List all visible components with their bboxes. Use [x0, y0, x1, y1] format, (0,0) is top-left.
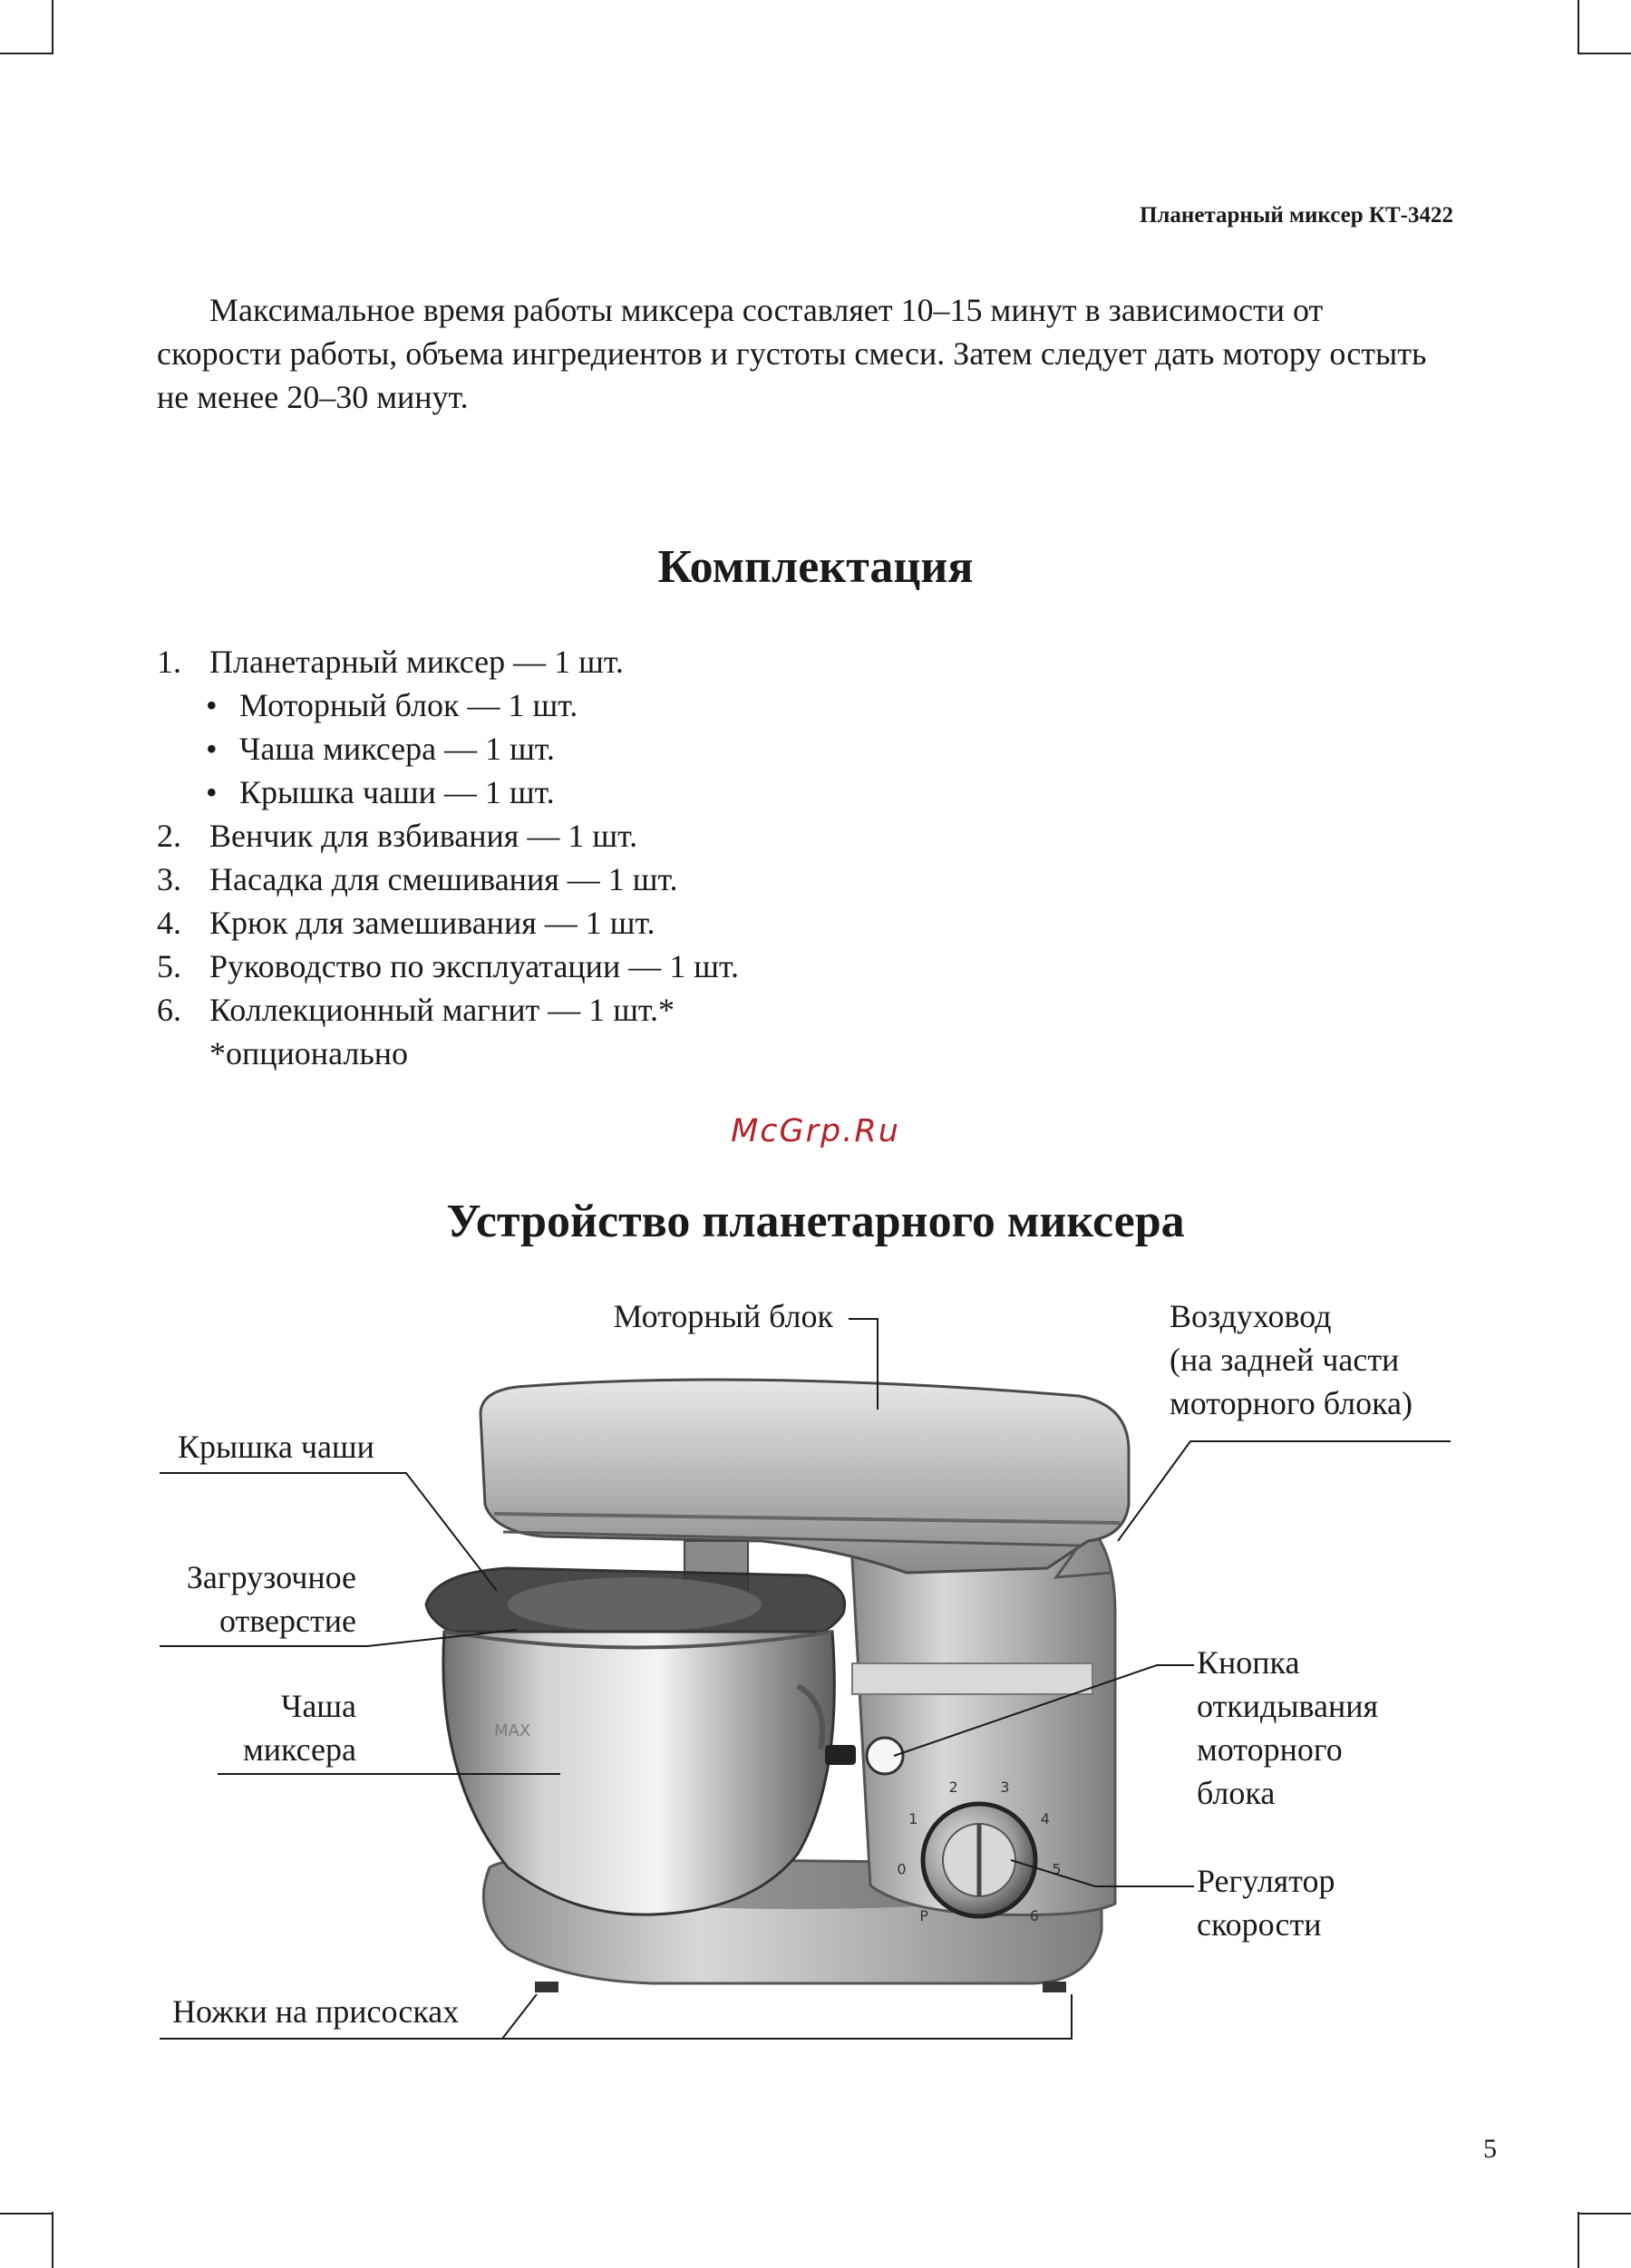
dial-mark: 0 [897, 1860, 907, 1878]
list-number: 3. [157, 861, 181, 897]
label-air-duct: Воздуховод (на задней части моторного блока) [1170, 1298, 1413, 1421]
label-loading-opening: Загрузочное отверстие [186, 1559, 356, 1639]
motor-head [481, 1380, 1129, 1577]
running-title: Планетарный миксер КТ-3422 [1139, 203, 1453, 228]
bullet-icon: • [206, 731, 218, 767]
list-number: 1. [157, 644, 181, 680]
dial-mark: P [919, 1906, 929, 1924]
tilt-button [867, 1738, 903, 1774]
sub-list-text: Моторный блок — 1 шт. [239, 687, 578, 723]
dial-mark: 1 [908, 1810, 918, 1828]
page-number: 5 [1483, 2134, 1497, 2164]
list-text: Коллекционный магнит — 1 шт.* [209, 992, 675, 1028]
label-bowl: Чаша миксера [242, 1688, 356, 1768]
speed-dial [923, 1804, 1035, 1916]
list-number: 4. [157, 905, 181, 941]
list-text: Руководство по эксплуатации — 1 шт. [209, 948, 739, 984]
dial-mark: 2 [948, 1778, 958, 1796]
list-number: 5. [157, 948, 181, 984]
label-suction-feet: Ножки на присосках [172, 1993, 460, 2030]
dial-mark: 3 [1000, 1778, 1010, 1796]
list-number: 6. [157, 992, 181, 1028]
sub-list-text: Крышка чаши — 1 шт. [239, 774, 555, 810]
label-motor-block: Моторный блок [613, 1298, 833, 1334]
bullet-icon: • [206, 774, 218, 810]
list-text: Планетарный миксер — 1 шт. [209, 644, 624, 680]
label-bowl-lid: Крышка чаши [178, 1429, 374, 1465]
bullet-icon: • [206, 687, 218, 723]
dial-mark: 4 [1040, 1810, 1050, 1828]
watermark: McGrp.Ru [731, 1113, 900, 1149]
leader-suction-feet-left [502, 1994, 537, 2039]
label-speed-regulator: Регулятор скорости [1197, 1863, 1335, 1943]
contents-heading: Комплектация [657, 541, 974, 593]
footnote-text: *опционально [209, 1035, 409, 1071]
list-text: Крюк для замешивания — 1 шт. [209, 905, 655, 941]
intro-paragraph: Максимальное время работы миксера составляет 10–15 минут в зависимости от скорости работы, объема ингредиентов и густоты смеси. Затем следует дать мотору остыть не менее 20–30 минут. [157, 292, 1427, 415]
device-heading: Устройство планетарного миксера [446, 1196, 1185, 1247]
list-text: Насадка для смешивания — 1 шт. [209, 861, 678, 897]
sub-list-text: Чаша миксера — 1 шт. [239, 731, 555, 767]
leader-air-duct [1118, 1441, 1451, 1541]
list-number: 2. [157, 818, 181, 854]
label-tilt-button: Кнопка откидывания моторного блока [1197, 1644, 1379, 1811]
dial-mark: 5 [1052, 1860, 1062, 1878]
list-text: Венчик для взбивания — 1 шт. [209, 818, 638, 854]
bowl-max-mark: MAX [494, 1721, 531, 1740]
dial-mark: 6 [1029, 1906, 1039, 1924]
